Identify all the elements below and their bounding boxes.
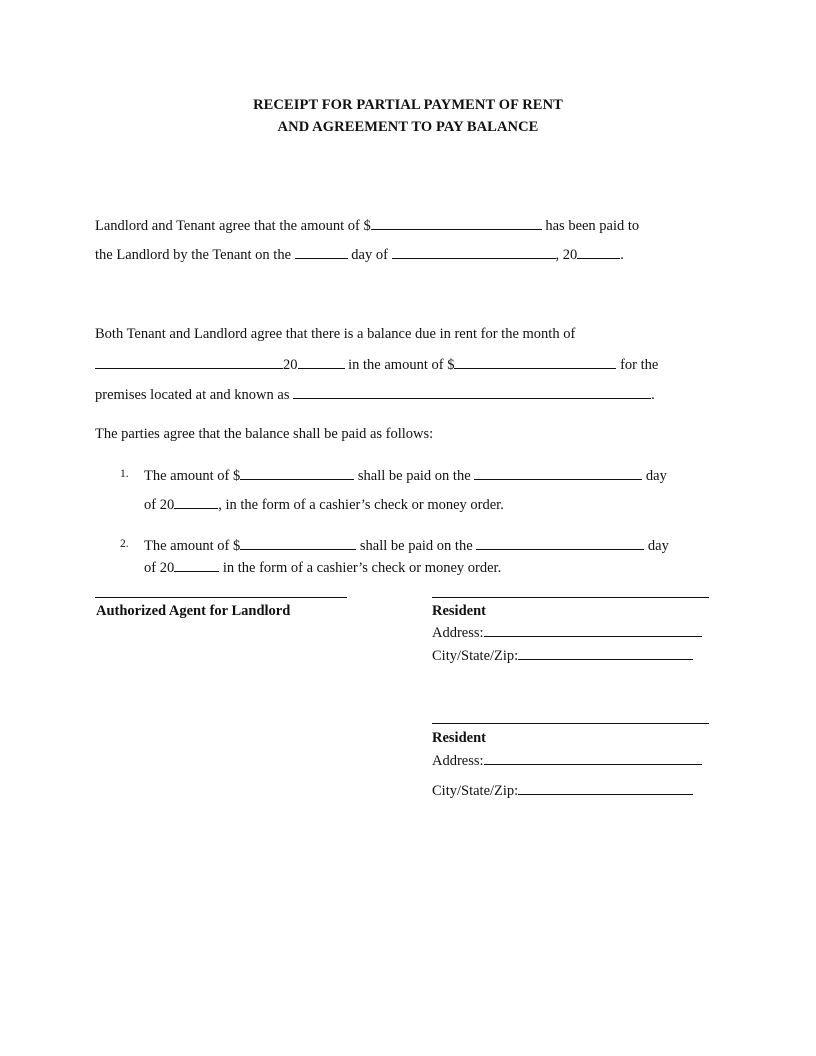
resident-2-address-blank[interactable] [484,751,702,765]
item-2-year-blank[interactable] [174,558,219,572]
para2-line-2 [95,355,658,374]
amount-paid-blank[interactable] [371,216,542,230]
resident-2-city-blank[interactable] [518,781,693,795]
resident-2-city-row [432,781,693,800]
para1-text-e: , 20 [555,247,578,263]
item-2-text-e: in the form of a cashier’s check or money order. [219,560,502,576]
para1-line-1 [95,216,639,235]
para2-text-e: . [651,387,655,403]
item-1-amount-blank[interactable] [240,466,354,480]
landlord-signature-line[interactable] [95,597,347,598]
resident-1-address-row [432,623,702,642]
resident-2-address-label: Address: [432,753,484,769]
document-title-line-2: AND AGREEMENT TO PAY BALANCE [277,119,539,135]
resident-2-label: Resident [432,730,486,746]
para1-text-f: . [620,247,624,263]
item-1-line-2 [144,495,504,514]
resident-1-city-blank[interactable] [518,646,693,660]
resident-2-address-row [432,751,702,770]
para1-text-d: day of [347,247,392,263]
para2-text-b: in the amount of $ [344,357,455,373]
item-1-text-b: shall be paid on the [354,468,475,484]
para2-line-3 [95,385,655,404]
para2-text-a: 20 [283,357,298,373]
item-2-line-2 [144,558,501,577]
premises-address-blank[interactable] [293,385,651,399]
para2-line-1: Both Tenant and Landlord agree that there is a balance due in rent for the month of [95,326,576,342]
para2-text-c: for the [616,357,659,373]
resident-1-label: Resident [432,603,486,619]
resident-2-city-label: City/State/Zip: [432,783,519,799]
item-1-number: 1. [120,468,129,480]
resident-1-address-label: Address: [432,625,484,641]
balance-month-blank[interactable] [95,355,283,369]
item-2-text-b: shall be paid on the [356,538,477,554]
item-2-line-1 [144,536,669,555]
resident-1-city-label: City/State/Zip: [432,648,519,664]
paid-day-blank[interactable] [295,245,348,259]
resident-1-city-row [432,646,693,665]
para1-line-2 [95,245,624,264]
resident-1-signature-line[interactable] [432,597,709,598]
resident-1-address-blank[interactable] [484,623,702,637]
document-title-line-1: RECEIPT FOR PARTIAL PAYMENT OF RENT [253,97,563,113]
landlord-signature-label: Authorized Agent for Landlord [96,603,291,619]
resident-2-signature-line[interactable] [432,723,709,724]
item-2-text-d: of 20 [144,560,175,576]
item-1-text-e: , in the form of a cashier’s check or money order. [218,497,504,513]
item-1-text-c: day [642,468,667,484]
para2-text-d: premises located at and known as [95,387,294,403]
para1-text-b: has been paid to [541,218,640,234]
item-1-date-blank[interactable] [474,466,642,480]
para3-line: The parties agree that the balance shall be paid as follows: [95,426,434,442]
para1-text-c: the Landlord by the Tenant on the [95,247,295,263]
balance-year-blank[interactable] [298,355,345,369]
item-1-year-blank[interactable] [174,495,218,509]
item-2-amount-blank[interactable] [240,536,356,550]
item-2-text-c: day [644,538,669,554]
item-2-date-blank[interactable] [476,536,644,550]
balance-amount-blank[interactable] [454,355,616,369]
paid-year-blank[interactable] [577,245,620,259]
item-2-text-a: The amount of $ [144,538,241,554]
para1-text-a: Landlord and Tenant agree that the amount of $ [95,218,371,234]
item-1-text-d: of 20 [144,497,175,513]
item-1-text-a: The amount of $ [144,468,241,484]
item-1-line-1 [144,466,667,485]
item-2-number: 2. [120,538,129,550]
paid-month-blank[interactable] [392,245,556,259]
